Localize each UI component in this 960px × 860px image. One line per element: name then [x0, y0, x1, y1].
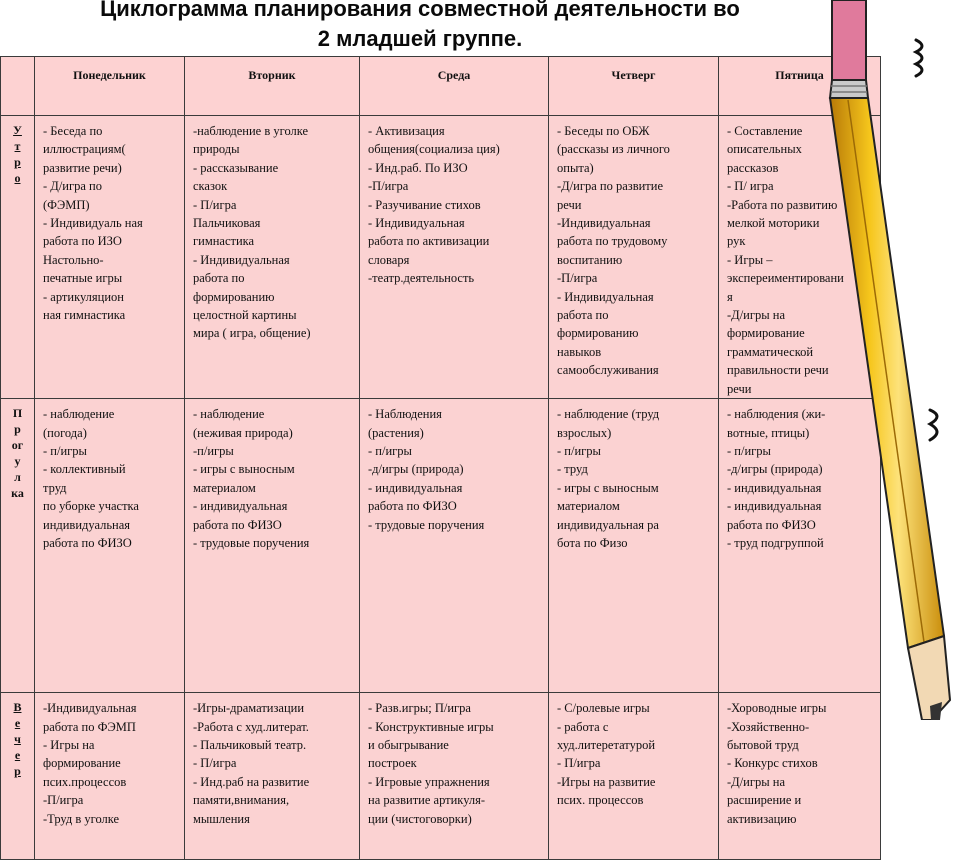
activity-line: работа по ФИЗО: [193, 517, 282, 532]
activity-line: -Хозяйственно-: [727, 719, 810, 734]
activity-line: - Игровые упражнения: [368, 774, 490, 789]
activity-line: формирование: [43, 756, 121, 771]
activity-line: - П/игра: [193, 756, 237, 771]
activity-line: -Индивидуальная: [557, 216, 651, 231]
slot-letter: у: [14, 454, 21, 469]
activity-line: - игры с выносным: [557, 480, 659, 495]
day-header-tuesday: Вторник: [185, 57, 360, 116]
slot-letter: р: [14, 422, 21, 437]
activity-line: - п/игры: [43, 443, 87, 458]
activity-line: -Игры на развитие: [557, 774, 656, 789]
activity-line: рук: [727, 234, 746, 249]
activity-line: - Беседа по: [43, 124, 103, 138]
activity-line: расширение и: [727, 793, 802, 808]
activity-line: - Игры на: [43, 737, 95, 752]
activity-line: Настольно-: [43, 252, 104, 267]
day-header-thursday: Четверг: [549, 57, 719, 116]
activity-line: -Игры-драматизации: [193, 701, 305, 716]
activity-line: речи: [557, 197, 582, 212]
activity-line: индивидуальная: [43, 517, 131, 532]
schedule-table: [0, 56, 881, 860]
activity-line: псих.процессов: [43, 774, 127, 789]
cell-evening-tuesday: [185, 693, 360, 860]
activity-line: -Д/игра по развитие: [557, 179, 663, 194]
activity-line: -п/игры: [193, 443, 234, 458]
title-line-1: Циклограмма планирования совместной деятельности во: [100, 0, 740, 21]
day-header-monday: Понедельник: [35, 57, 185, 116]
activity-line: -наблюдение в уголке: [193, 124, 309, 138]
activity-line: словаря: [368, 252, 410, 267]
activity-line: работа по ИЗО: [43, 234, 122, 249]
activity-line: самообслуживания: [557, 363, 659, 378]
activity-line: - наблюдение: [43, 407, 115, 422]
activity-line: - труд: [557, 462, 588, 477]
activity-line: -П/игра: [557, 271, 598, 286]
activity-line: мира ( игра, общение): [193, 326, 311, 341]
time-slot-label-evening: [1, 693, 35, 860]
cell-walk-wednesday: [360, 399, 549, 693]
activity-line: природы: [193, 142, 240, 157]
activity-line: - п/игры: [727, 443, 771, 458]
activity-line: ции (чистоговорки): [368, 811, 472, 826]
row-walk: [1, 399, 881, 693]
activity-line: мелкой моторики: [727, 216, 820, 231]
activity-line: рассказов: [727, 160, 779, 175]
activity-line: - Инд.раб. По ИЗО: [368, 160, 468, 175]
slot-letter: ч: [14, 732, 21, 747]
activity-line: опыта): [557, 160, 594, 175]
activity-line: - трудовые поручения: [193, 535, 310, 550]
activity-line: я: [727, 289, 733, 304]
activity-line: - наблюдение: [193, 407, 265, 422]
activity-line: ная гимнастика: [43, 308, 126, 323]
activity-line: - Индивидуальная: [193, 252, 290, 267]
activity-line: формирование: [727, 326, 805, 341]
activity-line: - Инд.раб на развитие: [193, 774, 310, 789]
activity-line: - Конструктивные игры: [368, 719, 494, 734]
activity-line: -Работа с худ.литерат.: [193, 719, 309, 734]
activity-line: - Индивидуальная: [557, 289, 654, 304]
slot-letter: е: [14, 748, 21, 763]
activity-line: работа по активизации: [368, 234, 490, 249]
cell-morning-monday: [35, 116, 185, 399]
activity-line: - Д/игра по: [43, 179, 102, 194]
activity-line: -театр.деятельность: [368, 271, 475, 286]
activity-line: - Наблюдения: [368, 407, 442, 422]
activity-line: бота по Физо: [557, 535, 628, 550]
activity-line: построек: [368, 756, 417, 771]
activity-line: работа по ФИЗО: [727, 517, 816, 532]
activity-line: - наблюдение (труд: [557, 407, 660, 422]
activity-line: работа по ФИЗО: [43, 535, 132, 550]
activity-line: - индивидуальная: [727, 480, 822, 495]
activity-line: худ.литеретатурой: [557, 737, 656, 752]
activity-line: материалом: [193, 480, 256, 495]
cell-morning-wednesday: [360, 116, 549, 399]
activity-line: - индивидуальная: [368, 480, 463, 495]
slot-letter: р: [14, 764, 21, 779]
day-header-wednesday: Среда: [360, 57, 549, 116]
activity-line: - Индивидуаль ная: [43, 216, 143, 231]
slot-letter: ка: [11, 486, 24, 501]
activity-line: -Работа по развитию: [727, 197, 838, 212]
activity-line: на развитие артикуля-: [368, 793, 486, 808]
activity-line: правильности речи: [727, 363, 829, 378]
activity-line: активизацию: [727, 811, 797, 826]
cell-evening-thursday: [549, 693, 719, 860]
time-slot-label-walk: [1, 399, 35, 693]
activity-line: - П/ игра: [727, 179, 774, 194]
activity-line: иллюстрациям(: [43, 142, 126, 157]
activity-line: (рассказы из личного: [557, 142, 670, 157]
activity-line: формированию: [193, 289, 275, 304]
activity-line: псих. процессов: [557, 793, 644, 808]
activity-line: работа по ФИЗО: [368, 499, 457, 514]
activity-line: - п/игры: [557, 443, 601, 458]
activity-line: вотные, птицы): [727, 425, 810, 440]
activity-line: -П/игра: [368, 179, 409, 194]
activity-line: речи: [727, 381, 752, 396]
activity-line: памяти,внимания,: [193, 793, 290, 808]
activity-line: описательных: [727, 142, 802, 157]
activity-line: работа по: [193, 271, 245, 286]
activity-line: - наблюдения (жи-: [727, 407, 826, 422]
activity-line: печатные игры: [43, 271, 123, 286]
time-slot-label-morning: [1, 116, 35, 399]
row-evening: [1, 693, 881, 860]
activity-line: и обыгрывание: [368, 737, 449, 752]
activity-line: - Игры –: [727, 252, 773, 267]
activity-line: развитие речи): [43, 160, 122, 175]
pencil-icon: [812, 0, 960, 720]
activity-line: - Беседы по ОБЖ: [557, 124, 650, 138]
activity-line: -д/игры (природа): [727, 462, 823, 477]
activity-line: по уборке участка: [43, 499, 139, 514]
activity-line: грамматической: [727, 344, 814, 359]
activity-line: - индивидуальная: [727, 499, 822, 514]
activity-line: воспитанию: [557, 252, 623, 267]
activity-line: - Составление: [727, 124, 803, 138]
cell-walk-thursday: [549, 399, 719, 693]
activity-line: - артикуляцион: [43, 289, 124, 304]
activity-line: Пальчиковая: [193, 216, 261, 231]
activity-line: (растения): [368, 425, 424, 440]
activity-line: -П/игра: [43, 793, 84, 808]
activity-line: взрослых): [557, 425, 612, 440]
cell-evening-monday: [35, 693, 185, 860]
activity-line: (погода): [43, 425, 87, 440]
corner-cell: [1, 57, 35, 116]
activity-line: - Разв.игры; П/игра: [368, 701, 471, 716]
slot-letter: л: [14, 470, 21, 485]
activity-line: бытовой труд: [727, 737, 799, 752]
activity-line: - Индивидуальная: [368, 216, 465, 231]
slot-letter: У: [13, 123, 22, 137]
activity-line: гимнастика: [193, 234, 255, 249]
slot-letter: е: [14, 716, 21, 731]
activity-line: -Д/игры на: [727, 774, 785, 789]
activity-line: материалом: [557, 499, 620, 514]
activity-line: - Конкурс стихов: [727, 756, 818, 771]
activity-line: - С/ролевые игры: [557, 701, 650, 716]
activity-line: сказок: [193, 179, 228, 194]
activity-line: -д/игры (природа): [368, 462, 464, 477]
activity-line: экспереиментировани: [727, 271, 844, 286]
slot-letter: П: [12, 406, 23, 421]
activity-line: - П/игра: [193, 197, 237, 212]
activity-line: индивидуальная ра: [557, 517, 659, 532]
activity-line: труд: [43, 480, 67, 495]
activity-line: (неживая природа): [193, 425, 293, 440]
activity-line: - труд подгруппой: [727, 535, 824, 550]
activity-line: навыков: [557, 344, 602, 359]
activity-line: - трудовые поручения: [368, 517, 485, 532]
slot-letter: ог: [11, 438, 24, 453]
activity-line: - коллективный: [43, 462, 126, 477]
activity-line: - п/игры: [368, 443, 412, 458]
day-header-friday: Пятница: [719, 57, 881, 116]
activity-line: -Д/игры на: [727, 308, 785, 323]
cell-evening-wednesday: [360, 693, 549, 860]
activity-line: - Разучивание стихов: [368, 197, 481, 212]
activity-line: - индивидуальная: [193, 499, 288, 514]
activity-line: - П/игра: [557, 756, 601, 771]
activity-line: работа по: [557, 308, 609, 323]
activity-line: - игры с выносным: [193, 462, 295, 477]
cell-walk-tuesday: [185, 399, 360, 693]
cell-morning-tuesday: [185, 116, 360, 399]
activity-line: - Пальчиковый театр.: [193, 737, 307, 752]
activity-line: -Труд в уголке: [43, 811, 120, 826]
activity-line: -Индивидуальная: [43, 701, 137, 716]
title-line-2: 2 младшей группе.: [317, 26, 523, 51]
activity-line: работа по ФЭМП: [43, 719, 136, 734]
activity-line: целостной картины: [193, 308, 297, 323]
activity-line: (ФЭМП): [43, 197, 90, 212]
activity-line: -Хороводные игры: [727, 701, 827, 716]
cell-morning-thursday: [549, 116, 719, 399]
slot-letter: р: [14, 155, 21, 169]
activity-line: - Активизация: [368, 124, 445, 138]
slot-letter: В: [13, 700, 22, 715]
slot-letter: т: [14, 139, 21, 153]
row-morning: [1, 116, 881, 399]
activity-line: - рассказывание: [193, 160, 279, 175]
activity-line: работа по трудовому: [557, 234, 668, 249]
page-title: [20, 0, 820, 54]
activity-line: мышления: [193, 811, 250, 826]
header-row: [1, 57, 881, 116]
slot-letter: о: [14, 171, 21, 185]
cell-walk-monday: [35, 399, 185, 693]
activity-line: - работа с: [557, 719, 609, 734]
activity-line: общения(социализа ция): [368, 142, 500, 157]
activity-line: формированию: [557, 326, 639, 341]
